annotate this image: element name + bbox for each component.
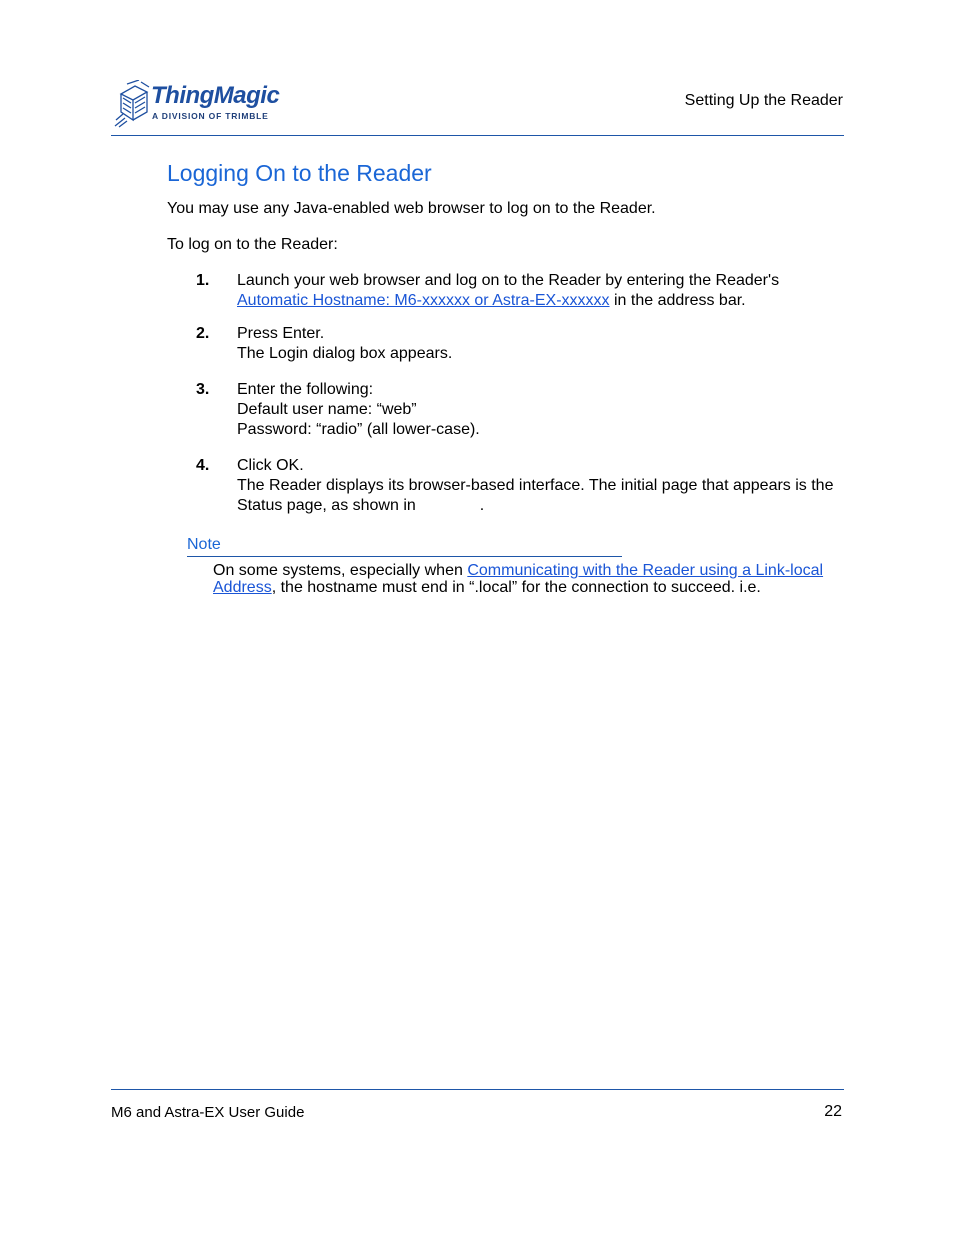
logo-tagline: A DIVISION OF TRIMBLE (152, 111, 269, 121)
step-text: Press Enter. (237, 325, 325, 342)
password-text: Password: “radio” (all lower-case). (237, 421, 480, 438)
automatic-hostname-link[interactable]: Automatic Hostname: M6-xxxxxx or Astra-EX-xxxxxx (237, 292, 610, 309)
thingmagic-logo-icon (113, 80, 151, 128)
step-result: The Login dialog box appears. (237, 345, 453, 362)
footer-doc-title: M6 and Astra-EX User Guide (111, 1104, 305, 1121)
step-number: 4. (196, 457, 210, 474)
note-label: Note (187, 536, 221, 553)
step-text: Enter the following: (237, 381, 374, 398)
thingmagic-logo (113, 78, 278, 130)
header-rule (111, 135, 844, 136)
page-number: 22 (824, 1103, 842, 1120)
step-result-end: . (479, 497, 485, 514)
step-body (237, 271, 837, 311)
step-text: Launch your web browser and log on to the Reader by entering the Reader's (237, 272, 780, 289)
intro-paragraph: You may use any Java-enabled web browser to log on to the Reader. (167, 200, 656, 217)
note-text-start: On some systems, especially when (213, 562, 468, 579)
section-header: Setting Up the Reader (684, 92, 843, 109)
step-body (237, 456, 837, 516)
step-text-end: in the address bar. (609, 292, 746, 309)
step-body (237, 380, 837, 440)
note-rule (187, 556, 622, 557)
link-local-address-link[interactable]: Communicating with the Reader using a Link-local Address (213, 562, 824, 596)
step-number: 1. (196, 272, 210, 289)
step-body (237, 324, 837, 364)
step-number: 3. (196, 381, 210, 398)
step-text: Click OK. (237, 457, 304, 474)
note-text (213, 562, 843, 596)
step-result: The Reader displays its browser-based interface. The initial page that appears is the Status page, as shown in (237, 477, 834, 514)
note-text-end: , the hostname must end in “.local” for the connection to succeed. i.e. (271, 579, 761, 596)
step-number: 2. (196, 325, 210, 342)
footer-rule (111, 1089, 844, 1090)
default-username-text: Default user name: “web” (237, 401, 417, 418)
page-title: Logging On to the Reader (167, 160, 432, 186)
logo-wordmark: ThingMagic (151, 82, 280, 109)
procedure-label: To log on to the Reader: (167, 236, 338, 253)
